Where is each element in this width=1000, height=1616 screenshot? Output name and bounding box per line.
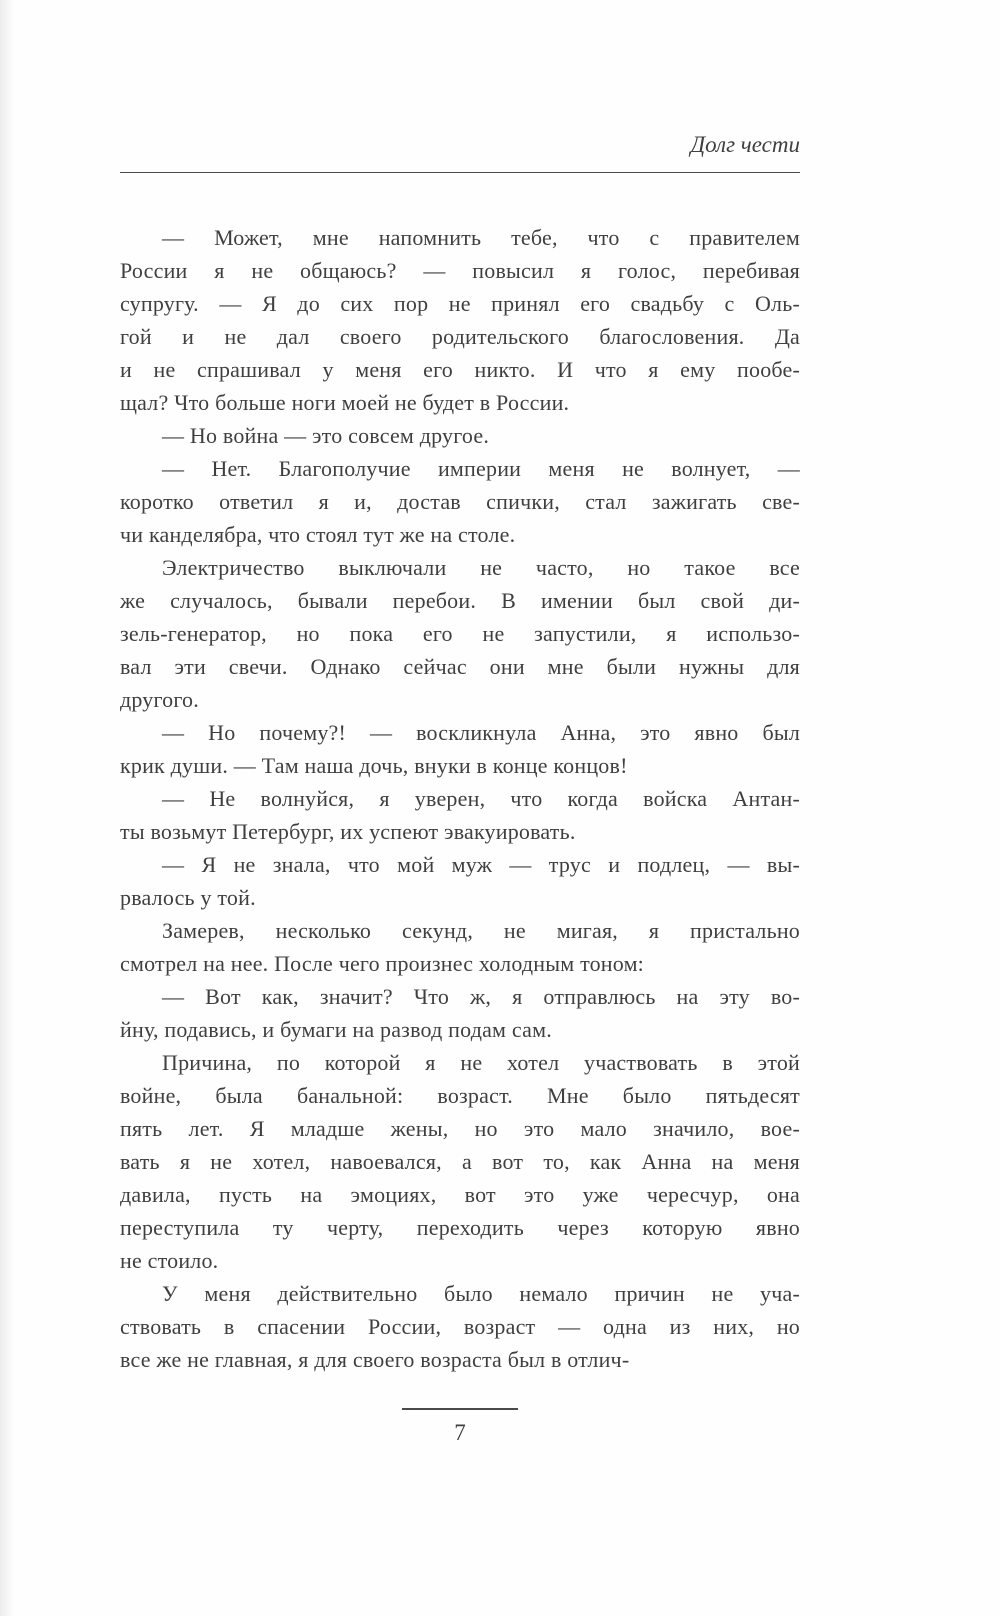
text-line: ствовать в спасении России, возраст — одна из них, но [120,1314,800,1339]
text-column [120,0,800,1376]
text-line: йну, подавись, и бумаги на развод подам сам. [120,1017,552,1042]
paragraph-4 [120,551,800,716]
paragraph-1 [120,221,800,419]
page-footer [120,1408,800,1447]
text-line: Замерев, несколько секунд, не мигая, я пристально [162,918,800,943]
paragraph-2 [120,419,800,452]
text-line: щал? Что больше ноги моей не будет в России. [120,390,570,415]
paragraph-8 [120,914,800,980]
text-line: чи канделябра, что стоял тут же на столе. [120,522,516,547]
text-line: зель-генератор, но пока его не запустили, я использо- [120,621,800,646]
header-rule [120,172,800,173]
text-line: рвалось у той. [120,885,256,910]
footer-rule [402,1408,518,1410]
text-line: пять лет. Я младше жены, но это мало значило, вое- [120,1116,800,1141]
paragraph-5 [120,716,800,782]
text-line: — Но война — это совсем другое. [162,423,490,448]
text-line: вал эти свечи. Однако сейчас они мне были нужны для [120,654,800,679]
text-line: смотрел на нее. После чего произнес холодным тоном: [120,951,644,976]
text-line: У меня действительно было немало причин не уча- [162,1281,800,1306]
text-line: давила, пусть на эмоциях, вот это уже чересчур, она [120,1182,800,1207]
text-line: вать я не хотел, навоевался, а вот то, как Анна на меня [120,1149,800,1174]
body-text [120,221,800,1376]
paragraph-7 [120,848,800,914]
text-line: — Может, мне напомнить тебе, что с правителем [162,225,800,250]
paragraph-3 [120,452,800,551]
text-line: — Не волнуйся, я уверен, что когда войска Антан- [162,786,800,811]
text-line: — Вот как, значит? Что ж, я отправлюсь на эту во- [162,984,800,1009]
paragraph-6 [120,782,800,848]
text-line: ты возьмут Петербург, их успеют эвакуировать. [120,819,576,844]
text-line: Причина, по которой я не хотел участвовать в этой [162,1050,800,1075]
page-number: 7 [454,1420,466,1445]
text-line: войне, была банальной: возраст. Мне было пятьдесят [120,1083,800,1108]
text-line: гой и не дал своего родительского благословения. Да [120,324,800,349]
text-line: же случалось, бывали перебои. В имении был свой ди- [120,588,800,613]
paragraph-10 [120,1046,800,1277]
text-line: — Я не знала, что мой муж — трус и подлец, — вы- [162,852,800,877]
text-line: и не спрашивал у меня его никто. И что я ему пообе- [120,357,800,382]
running-header [120,0,800,159]
text-line: крик души. — Там наша дочь, внуки в конце концов! [120,753,628,778]
text-line: России я не общаюсь? — повысил я голос, перебивая [120,258,800,283]
text-line: не стоило. [120,1248,219,1273]
paragraph-11 [120,1277,800,1376]
text-line: Электричество выключали не часто, но такое все [162,555,800,580]
text-line: все же не главная, я для своего возраста был в отлич- [120,1347,630,1372]
text-line: супругу. — Я до сих пор не принял его свадьбу с Оль- [120,291,800,316]
text-line: — Но почему?! — воскликнула Анна, это явно был [162,720,800,745]
text-line: другого. [120,687,199,712]
paragraph-9 [120,980,800,1046]
running-title: Долг чести [690,132,800,157]
text-line: коротко ответил я и, достав спички, стал зажигать све- [120,489,800,514]
text-line: переступила ту черту, переходить через которую явно [120,1215,800,1240]
text-line: — Нет. Благополучие империи меня не волнует, — [162,456,800,481]
